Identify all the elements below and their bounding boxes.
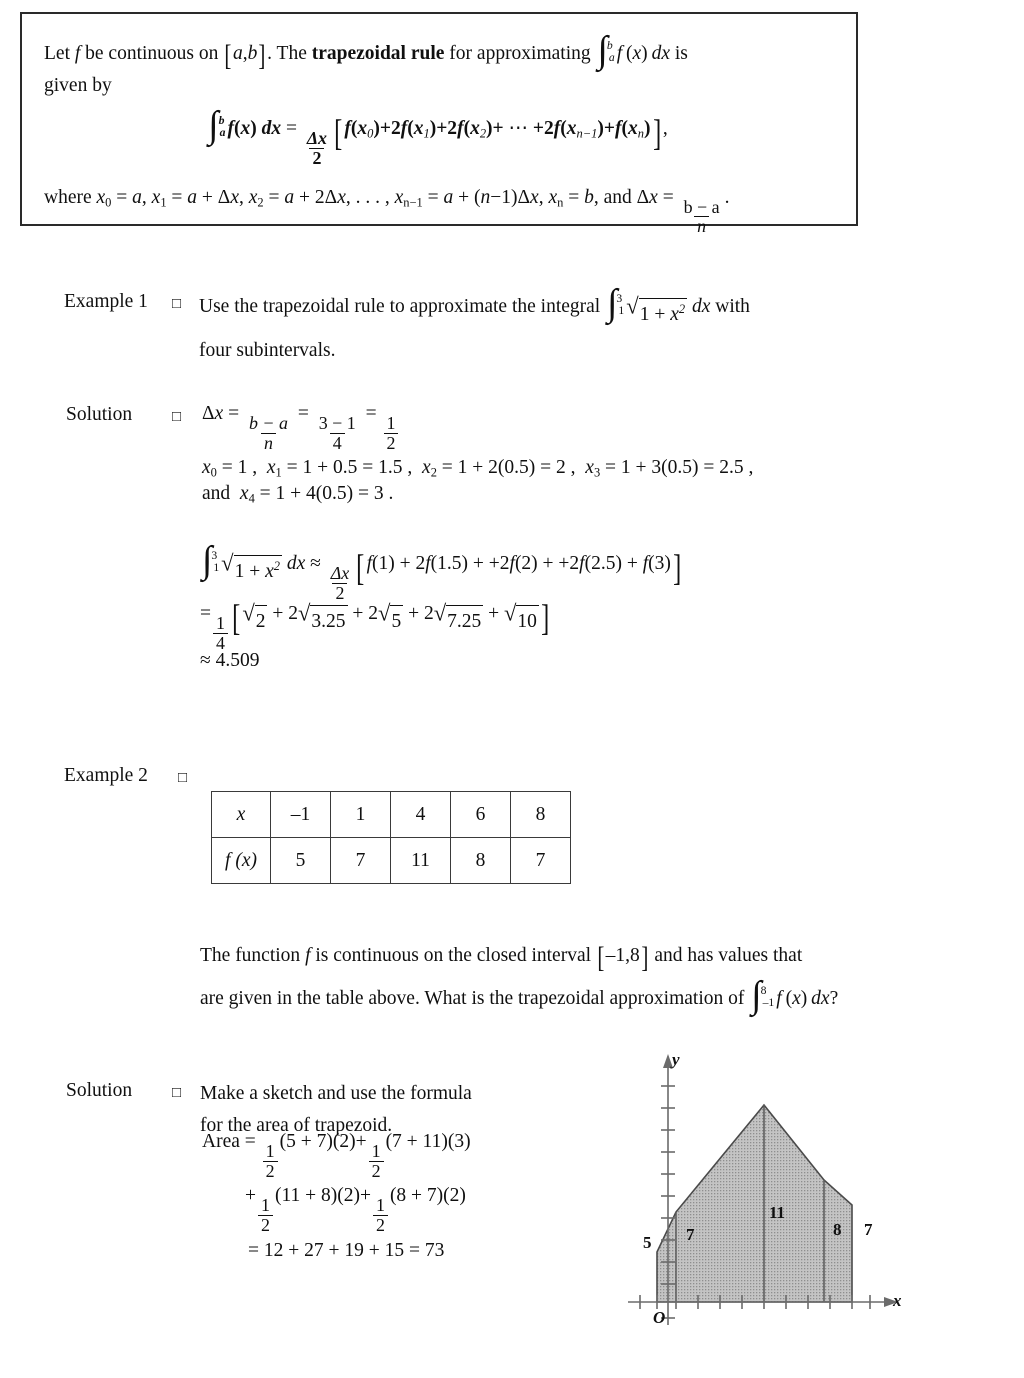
solution-2-frac-3: $\frac{1}{2}$	[258, 1196, 273, 1234]
solution-1-eq3: =	[200, 603, 211, 624]
where-delta-fraction: $\frac{b - a}{n}$	[683, 196, 720, 237]
def-text-is: is	[669, 43, 688, 64]
solution-2-bullet-icon: □	[172, 1085, 182, 1101]
example-1-bullet-icon: □	[172, 296, 182, 312]
solution-1-dx: dx	[286, 553, 306, 574]
solution-2-frac-4: $\frac{1}{2}$	[373, 1196, 388, 1234]
formula-lhs: f	[227, 118, 234, 140]
solution-2-plus-3: +	[359, 1185, 371, 1206]
table-cell-fx-0: 5	[271, 838, 331, 884]
definition-box	[20, 12, 858, 237]
solution-2-instruction-line-2: for the area of trapezoid.	[200, 1114, 393, 1136]
example-2-interval: [–1,8]	[597, 942, 649, 975]
solution-2-total: = 12 + 27 + 19 + 15 = 73	[248, 1240, 445, 1261]
solution-1-approximation: ∫ 3 1 √ $1 + x^2$ dx ≈ $\frac{\Delta x}{2}$ [ f(1) + 2f(1.5) + +2f(2) + +2f(2.5) + f(3)]	[202, 538, 682, 603]
def-text-approximating: for approximating	[444, 43, 596, 64]
solution-1-frac-31-4: $\frac{3 - 1}{4}$	[318, 413, 356, 453]
solution-2-instruction-line-1: Make a sketch and use the formula	[200, 1083, 472, 1104]
where-and: and	[598, 186, 637, 208]
table-cell-fx-1: 7	[331, 838, 391, 884]
solution-2-plus-1: +	[355, 1131, 367, 1152]
shaded-region	[657, 1105, 852, 1302]
example-1-label: Example 1	[64, 291, 148, 312]
where-period: .	[724, 186, 730, 208]
y-axis-label: y	[672, 1050, 680, 1069]
solution-1-label: Solution	[66, 404, 133, 425]
table-cell-x-3: 6	[451, 792, 511, 838]
solution-2-area-line-2	[245, 1180, 665, 1234]
definition-line-2: given by	[44, 74, 112, 96]
x-axis-label: x	[893, 1291, 902, 1310]
table-header-x: x	[212, 792, 271, 838]
solution-1-nodes-line-2: and $x_4 = 1 + 4(0.5) = 3$ .	[202, 483, 394, 506]
solution-1-sqrt: √ $1 + x^2$	[221, 553, 282, 588]
table-row-x	[212, 792, 571, 838]
solution-2-frac-2: $\frac{1}{2}$	[369, 1142, 384, 1180]
trapezoid-sketch	[612, 1040, 912, 1345]
solution-1-eq2: =	[365, 403, 377, 424]
def-integrand: f	[616, 43, 623, 64]
solution-2-term-1: (5 + 7)(2)	[279, 1131, 356, 1152]
solution-2-label: Solution	[66, 1080, 133, 1101]
table-row-fx	[212, 838, 571, 884]
example-2-text-d: are given in the table above. What is the trapezoidal approximation of	[200, 988, 750, 1009]
value-label-7-left: 7	[686, 1225, 695, 1244]
example-2-paragraph-line-1	[200, 940, 920, 975]
solution-1-delta-x: Δx = $\frac{b - a}{n}$ = $\frac{3 - 1}{4}$ = $\frac{1}{2}$	[202, 398, 902, 452]
solution-1-frac-ba-n: $\frac{b - a}{n}$	[248, 413, 288, 453]
table-cell-x-1: 1	[331, 792, 391, 838]
example-1-sqrt: √ $1 + x^2$	[626, 296, 687, 331]
formula-equals: =	[285, 118, 297, 140]
def-integral-ab: ∫ b a	[597, 28, 615, 71]
solution-2-term-3: (11 + 8)(2)	[274, 1185, 360, 1206]
function-values-table	[211, 791, 571, 884]
table-cell-x-0: –1	[271, 792, 331, 838]
sketch-svg	[612, 1040, 912, 1345]
solution-1-frac-1-4: $\frac{1}{4}$	[213, 614, 228, 652]
solution-2-term-4: (8 + 7)(2)	[389, 1185, 466, 1206]
definition-formula: ∫ b a f(x) dx = $\frac{\Delta x}{2}$ [ $f(x_0)+2f(x_1)+2f(x_2)+$ ⋯ $+2f(x_{n-1})+f(x_n)$] ,	[208, 103, 668, 168]
where-prefix: where	[44, 186, 97, 208]
table-cell-fx-3: 8	[451, 838, 511, 884]
table-cell-x-4: 8	[511, 792, 571, 838]
value-label-11: 11	[769, 1203, 786, 1222]
solution-1-approx-sign: ≈	[310, 553, 321, 574]
def-interval: [a,b]	[224, 40, 266, 73]
solution-1-nodes-line-1: $x_0 = 1$ , $x_1 = 1 + 0.5 = 1.5$ , $x_2 = 1 + 2(0.5) = 2$ , $x_3 = 1 + 3(0.5) = 2.5$ ,	[202, 457, 754, 480]
solution-2-area-label: Area =	[202, 1131, 256, 1152]
example-2-integral: ∫ 8 –1	[751, 973, 775, 1016]
example-1-prompt	[199, 281, 899, 367]
solution-1-bullet-icon: □	[172, 409, 182, 425]
origin-label: O	[653, 1308, 666, 1327]
formula-delta-fraction: $\frac{\Delta x}{2}$	[306, 128, 328, 168]
solution-2-plus-2: +	[245, 1185, 256, 1206]
example-2-bullet-icon: □	[178, 770, 188, 786]
example-1-prompt-with: with	[710, 296, 750, 317]
solution-2-area-line-1	[202, 1126, 622, 1180]
table-cell-x-2: 4	[391, 792, 451, 838]
def-function-f: f	[74, 43, 81, 64]
example-2-question-mark: ?	[829, 988, 839, 1009]
definition-body	[22, 14, 856, 236]
solution-1-frac-1-2: $\frac{1}{2}$	[384, 414, 399, 452]
formula-integral: ∫ b a	[208, 103, 226, 146]
table-header-fx: f (x)	[212, 838, 271, 884]
area-polygon	[657, 1105, 852, 1302]
where-ellipsis: . . . ,	[355, 186, 390, 208]
formula-comma: ,	[662, 118, 668, 140]
example-1-prompt-text: Use the trapezoidal rule to approximate the integral	[199, 296, 606, 317]
solution-1-frac-dx-2: $\frac{\Delta x}{2}$	[330, 563, 350, 603]
def-text-continuous: be continuous on	[80, 43, 224, 64]
solution-2-frac-1: $\frac{1}{2}$	[263, 1142, 278, 1180]
value-label-5: 5	[643, 1233, 652, 1252]
solution-2-term-2: (7 + 11)(3)	[385, 1131, 471, 1152]
definition-where-line: where $x_0 = a$, $x_1 = a + \Delta x$, $x_2 = a + 2\Delta x$, . . . , $x_{n-1} = a + (n-1)\Delta x$, $x_n = b$, and Δx = $\frac{b - a}{n}$ .	[44, 186, 730, 237]
solution-1-eq1: =	[297, 403, 309, 424]
value-label-8: 8	[833, 1220, 842, 1239]
solution-1-result: ≈ 4.509	[200, 650, 260, 671]
example-2-text-a: The function	[200, 945, 306, 966]
value-label-7-right: 7	[864, 1220, 873, 1239]
definition-line-1: Let f be continuous on [a,b]. The trapezoidal rule for approximating ∫ b a f (x) dx is	[44, 28, 688, 73]
def-term-trapezoidal-rule: trapezoidal rule	[311, 43, 445, 64]
example-2-text-b: is continuous on the closed interval	[310, 945, 596, 966]
example-2-paragraph-line-2: are given in the table above. What is the trapezoidal approximation of ∫ 8 –1 f (x) dx?	[200, 973, 839, 1016]
table-cell-fx-2: 11	[391, 838, 451, 884]
example-2-function-f: f	[305, 945, 311, 966]
solution-1-integral: ∫ 3 1	[202, 538, 220, 581]
def-text-the: . The	[267, 43, 312, 64]
example-1-prompt-line2: four subintervals.	[199, 340, 336, 362]
solution-1-evaluated: = $\frac{1}{4}$ [ √ 2 + 2 √ 3.25 + 2 √ 5 + 2 √ 7.25 + √ 10 ]	[200, 598, 550, 653]
table-cell-fx-4: 7	[511, 838, 571, 884]
example-2-label: Example 2	[64, 765, 148, 786]
example-1-dx: dx	[691, 296, 711, 317]
def-text-let: Let	[44, 43, 75, 64]
example-1-integral: ∫ 3 1	[607, 281, 625, 324]
example-2-text-c: and has values that	[649, 945, 803, 966]
